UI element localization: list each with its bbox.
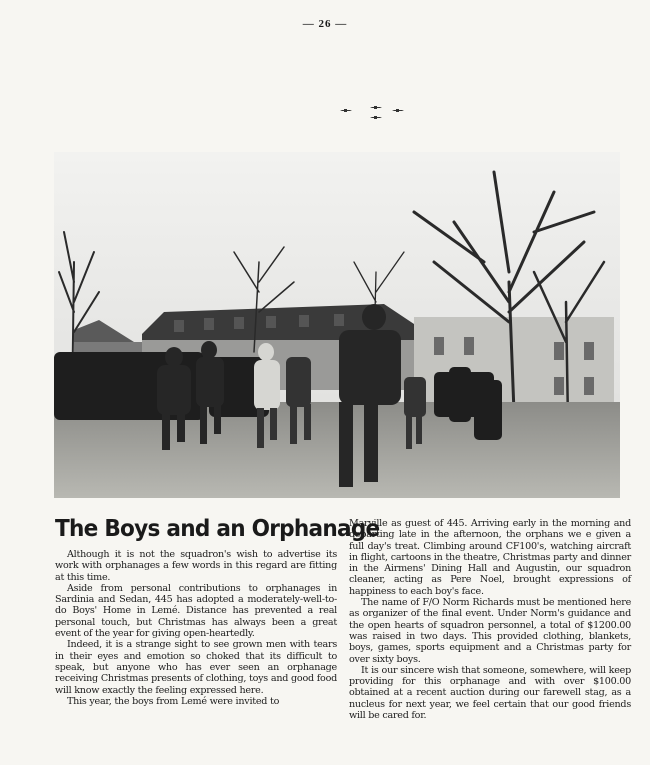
article-paragraph: This year, the boys from Lemé were invited to: [67, 695, 280, 707]
article-paragraph: Aside from personal contributions to orphanages in Sardinia and Sedan, 445 has adopted a moderately-well-to-do Boys' Home in Lemé. Distance has prevented a real personal touch, but Christmas has always been a great event of the year for giving open-heartedly.: [55, 582, 337, 640]
article-column-left: [55, 549, 337, 707]
page-number: — 26 —: [302, 18, 348, 30]
article-paragraph: Although it is not the squadron's wish to advertise its work with orphanages a few words in this regard are fitting at this time.: [55, 549, 337, 583]
article-paragraph: Indeed, it is a strange sight to see grown men with tears in their eyes and emotion so choked that its difficult to speak, but anyone who has ever seen an orphanage receiving Christmas presents of clothing, toys and good food will know exactly the feeling expressed here.: [55, 639, 337, 696]
article-paragraph: The name of F/O Norm Richards must be mentioned here as organizer of the final event. Under Norm's guidance and the open hearts of squadron personnel, a total of $1200.00 was raised in two days. This provided clothing, blankets, boys, games, sports equipment and a Christmas party for over sixty boys.: [349, 597, 631, 665]
article-column-right: [349, 518, 631, 721]
article-paragraph: It is our sincere wish that someone, somewhere, will keep providing for this orphanage and with over $100.00 obtained at a recent auction during our farewell stag, as a nucleus for next year, we feel certain that our good friends will be cared for.: [349, 664, 631, 722]
aircraft-formation-icon: [330, 100, 420, 130]
article-headline: The Boys and an Orphanage: [55, 516, 380, 542]
article-paragraph: Marville as guest of 445. Arriving early in the morning and departing late in the afternoon, the orphans we e given a full day's treat. Climbing around CF100's, watching aircraft in flight, cartoons in the theatre, Christmas party and dinner in the Airmens' Dining Hall and Augustin, our squadron cleaner, acting as Pere Noel, brought expressions of happiness to each boy's face.: [349, 518, 631, 597]
orphanage-photo: [54, 152, 620, 498]
